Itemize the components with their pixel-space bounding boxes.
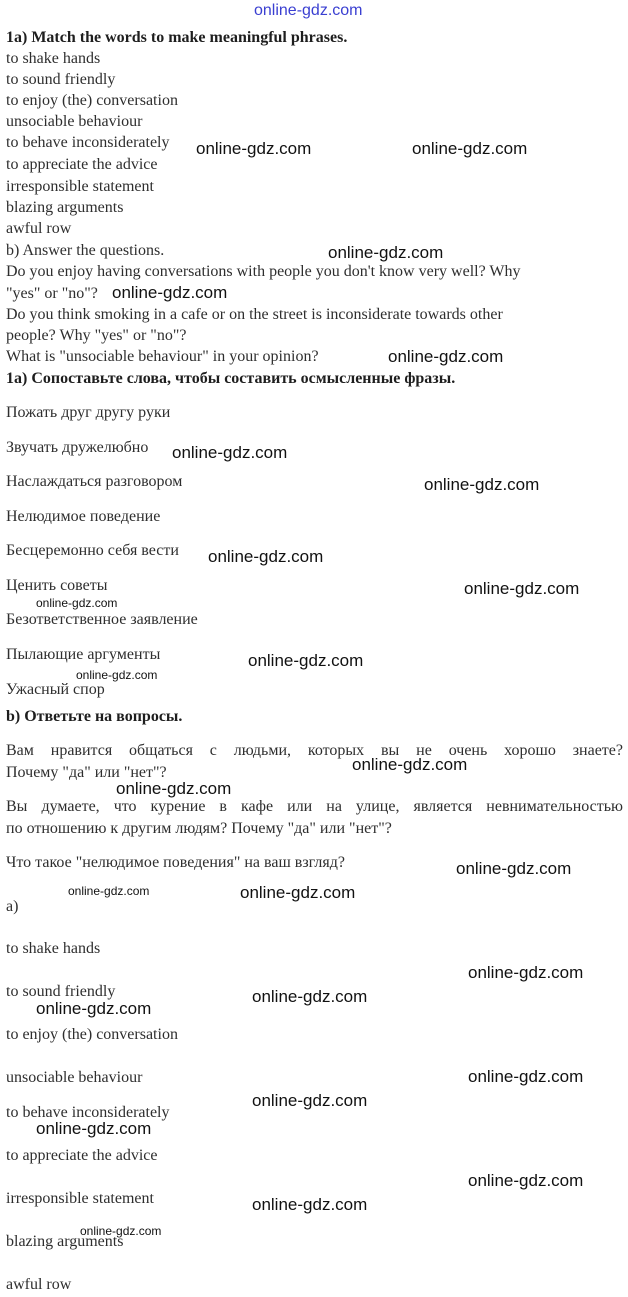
en-phrase: to behave inconsiderately xyxy=(6,134,170,151)
answer-phrase: to behave inconsiderately xyxy=(6,1104,170,1121)
answer-phrase: to shake hands xyxy=(6,940,101,957)
answer-phrase: to enjoy (the) conversation xyxy=(6,1026,178,1043)
watermark: online-gdz.com xyxy=(388,347,504,366)
ru-heading: 1a) Сопоставьте слова, чтобы составить осмысленные фразы. xyxy=(6,370,456,387)
watermark: online-gdz.com xyxy=(252,1195,368,1214)
en-phrase: to enjoy (the) conversation xyxy=(6,92,178,109)
ru-question-line: по отношению к другим людям? Почему "да" или "нет"? xyxy=(6,820,392,837)
answer-phrase: awful row xyxy=(6,1276,72,1293)
watermark: online-gdz.com xyxy=(248,651,364,670)
ru-question-line: Почему "да" или "нет"? xyxy=(6,764,167,781)
ru-question-line: Вам нравится общаться с людьми, которых вы не очень хорошо знаете? xyxy=(6,742,623,759)
en-phrase: blazing arguments xyxy=(6,199,124,216)
watermark: online-gdz.com xyxy=(464,579,580,598)
ru-question-line: Что такое "нелюдимое поведения" на ваш взгляд? xyxy=(6,854,345,871)
en-heading: 1a) Match the words to make meaningful phrases. xyxy=(6,29,348,46)
answer-label: a) xyxy=(6,898,19,915)
watermark: online-gdz.com xyxy=(80,1224,162,1238)
en-question-line: "yes" or "no"? xyxy=(6,285,98,302)
answer-phrase: to sound friendly xyxy=(6,983,116,1000)
en-phrase: to shake hands xyxy=(6,50,101,67)
en-question-line: What is "unsociable behaviour" in your opinion? xyxy=(6,348,319,365)
watermark: online-gdz.com xyxy=(112,283,228,302)
watermark: online-gdz.com xyxy=(116,779,232,798)
watermark: online-gdz.com xyxy=(252,987,368,1006)
watermark: online-gdz.com xyxy=(240,883,356,902)
watermark: online-gdz.com xyxy=(468,963,584,982)
en-phrase: to sound friendly xyxy=(6,71,116,88)
answer-phrase: blazing arguments xyxy=(6,1233,124,1250)
ru-phrase: Бесцеремонно себя вести xyxy=(6,542,179,559)
watermark: online-gdz.com xyxy=(456,859,572,878)
en-phrase: to appreciate the advice xyxy=(6,156,158,173)
ru-phrase: Пылающие аргументы xyxy=(6,646,161,663)
ru-phrase: Наслаждаться разговором xyxy=(6,473,183,490)
watermark: online-gdz.com xyxy=(328,243,444,262)
en-question-line: Do you enjoy having conversations with people you don't know very well? Why xyxy=(6,263,521,280)
ru-question-line: Вы думаете, что курение в кафе или на улице, является невнимательностью xyxy=(6,798,623,815)
watermark: online-gdz.com xyxy=(468,1171,584,1190)
watermark: online-gdz.com xyxy=(36,1119,152,1138)
answer-phrase: irresponsible statement xyxy=(6,1190,154,1207)
answer-phrase: unsociable behaviour xyxy=(6,1069,143,1086)
en-question-line: Do you think smoking in a cafe or on the street is inconsiderate towards other xyxy=(6,306,503,323)
watermark: online-gdz.com xyxy=(424,475,540,494)
en-phrase: awful row xyxy=(6,220,72,237)
top-watermark: online-gdz.com xyxy=(254,2,363,19)
watermark: online-gdz.com xyxy=(68,884,150,898)
ru-phrase: Звучать дружелюбно xyxy=(6,439,149,456)
watermark: online-gdz.com xyxy=(468,1067,584,1086)
watermark: online-gdz.com xyxy=(252,1091,368,1110)
en-b-heading: b) Answer the questions. xyxy=(6,242,165,259)
en-question-line: people? Why "yes" or "no"? xyxy=(6,327,187,344)
watermark: online-gdz.com xyxy=(36,999,152,1018)
watermark: online-gdz.com xyxy=(208,547,324,566)
watermark: online-gdz.com xyxy=(352,755,468,774)
ru-phrase: Ценить советы xyxy=(6,577,108,594)
watermark: online-gdz.com xyxy=(412,139,528,158)
watermark: online-gdz.com xyxy=(196,139,312,158)
ru-phrase: Пожать друг другу руки xyxy=(6,404,171,421)
ru-b-heading: b) Ответьте на вопросы. xyxy=(6,708,183,725)
en-phrase: unsociable behaviour xyxy=(6,113,143,130)
ru-phrase: Безответственное заявление xyxy=(6,611,198,628)
ru-phrase: Нелюдимое поведение xyxy=(6,508,161,525)
watermark: online-gdz.com xyxy=(76,668,158,682)
watermark: online-gdz.com xyxy=(36,596,118,610)
watermark: online-gdz.com xyxy=(172,443,288,462)
ru-phrase: Ужасный спор xyxy=(6,681,105,698)
en-phrase: irresponsible statement xyxy=(6,178,154,195)
answer-phrase: to appreciate the advice xyxy=(6,1147,158,1164)
